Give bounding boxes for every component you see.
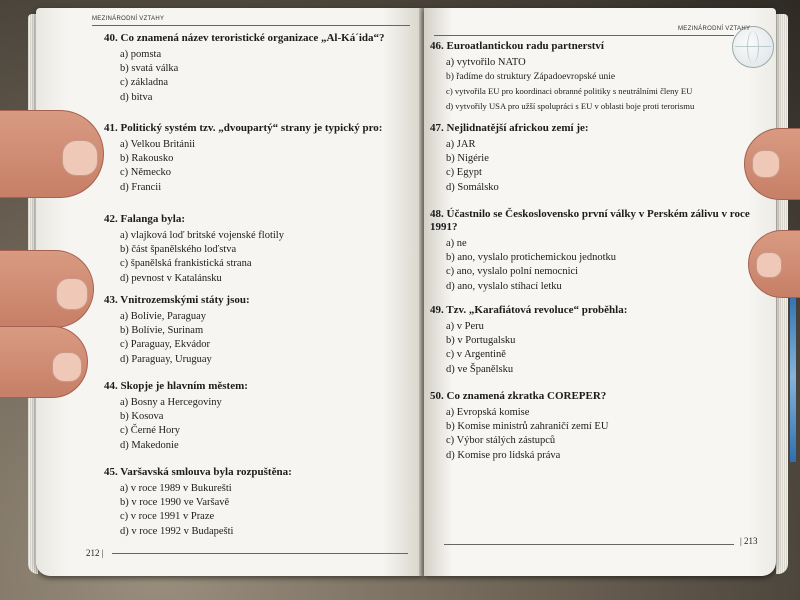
question-title: 41. Politický systém tzv. „dvoupartý“ strany je typický pro: [104,122,383,134]
option: a) v Peru [446,321,484,332]
page-number-left: 212 | [86,548,104,558]
question-45 [104,466,292,539]
question-44 [104,380,248,453]
right-page [424,8,776,576]
question-title: 40. Co znamená název teroristické organizace „Al-Ká´ida“? [104,32,385,44]
open-book [28,2,788,588]
option: d) ano, vyslalo stíhací letku [446,280,562,292]
page-number-right: | 213 [740,536,758,546]
option: b) v Portugalsku [446,335,516,347]
option: b) Bolívie, Surinam [120,325,204,337]
option: c) Egypt [446,167,482,179]
header-rule [434,35,734,36]
option: c) základna [120,77,169,89]
option: b) Nigérie [446,153,489,165]
option: d) ve Španělsku [446,363,514,375]
book-cover-edge [790,292,796,462]
option: a) pomsta [120,49,162,60]
option: b) Kosova [120,411,164,423]
option: b) část španělského loďstva [120,244,237,256]
option: a) v roce 1989 v Bukurešti [120,483,232,494]
option: b) Komise ministrů zahraničí zemí EU [446,421,609,433]
option: b) ano, vyslalo protichemickou jednotku [446,252,617,264]
question-43 [104,294,250,367]
option: c) Paraguay, Ekvádor [120,339,210,351]
option: b) svatá válka [120,63,179,75]
option: c) španělská frankistická strana [120,258,252,270]
fingernail [62,140,98,176]
option: b) Rakousko [120,153,174,165]
option: c) v roce 1991 v Praze [120,511,215,523]
option: a) ne [446,238,467,249]
question-46 [430,40,750,113]
question-50 [430,390,608,463]
question-title: 50. Co znamená zkratka COREPER? [430,390,607,402]
question-title: 44. Skopje je hlavním městem: [104,380,248,392]
option: d) bitva [120,91,153,103]
question-title: 47. Nejlidnatější africkou zemí je: [430,122,589,134]
option: d) Paraguay, Uruguay [120,353,212,365]
option: d) Somálsko [446,181,499,193]
option: c) Německo [120,167,172,179]
option: a) Evropská komise [446,407,530,418]
option: c) vytvořila EU pro koordinaci obranné politiky s neutrálními členy EU [446,86,693,97]
left-page-header: MEZINÁRODNÍ VZTAHY [92,16,165,22]
option: d) Komise pro lidská práva [446,449,561,461]
question-title: 48. Účastnilo se Československo první války v Perském zálivu v roce 1991? [430,208,750,233]
option: a) JAR [446,139,476,150]
option: d) Makedonie [120,439,179,451]
fingernail [52,352,82,382]
fingernail [56,278,88,310]
footer-rule [444,544,734,545]
question-title: 42. Falanga byla: [104,213,185,225]
question-title: 45. Varšavská smlouva byla rozpuštěna: [104,466,292,478]
question-42 [104,213,284,286]
question-40 [104,32,385,105]
option: a) Bosny a Hercegoviny [120,397,222,408]
question-48 [430,208,760,294]
option: a) Bolívie, Paraguay [120,311,207,322]
option: c) ano, vyslalo polní nemocnici [446,266,579,278]
question-41 [104,122,382,195]
option: d) Francii [120,181,162,193]
fingernail [756,252,782,278]
footer-rule [112,553,408,554]
option: d) pevnost v Katalánsku [120,272,222,284]
question-49 [430,304,627,377]
option: b) řadíme do struktury Západoevropské unie [446,72,616,83]
option: d) v roce 1992 v Budapešti [120,525,234,537]
option: a) Velkou Británii [120,139,196,150]
question-47 [430,122,589,195]
option: b) v roce 1990 ve Varšavě [120,497,230,509]
option: c) Černé Hory [120,425,181,437]
right-page-header: MEZINÁRODNÍ VZTAHY [678,26,751,32]
option: a) vlajková loď britské vojenské flotily [120,230,284,241]
option: c) v Argentině [446,349,506,361]
option: d) vytvořily USA pro užší spolupráci s EU v oblasti boje proti terorismu [446,100,695,111]
option: c) Výbor stálých zástupců [446,435,556,447]
question-title: 46. Euroatlantickou radu partnerství [430,40,604,52]
header-rule [92,25,410,26]
left-page [36,8,422,576]
fingernail [752,150,780,178]
question-title: 43. Vnitrozemskými státy jsou: [104,294,250,306]
option: a) vytvořilo NATO [446,57,526,68]
question-title: 49. Tzv. „Karafiátová revoluce“ proběhla: [430,304,628,316]
